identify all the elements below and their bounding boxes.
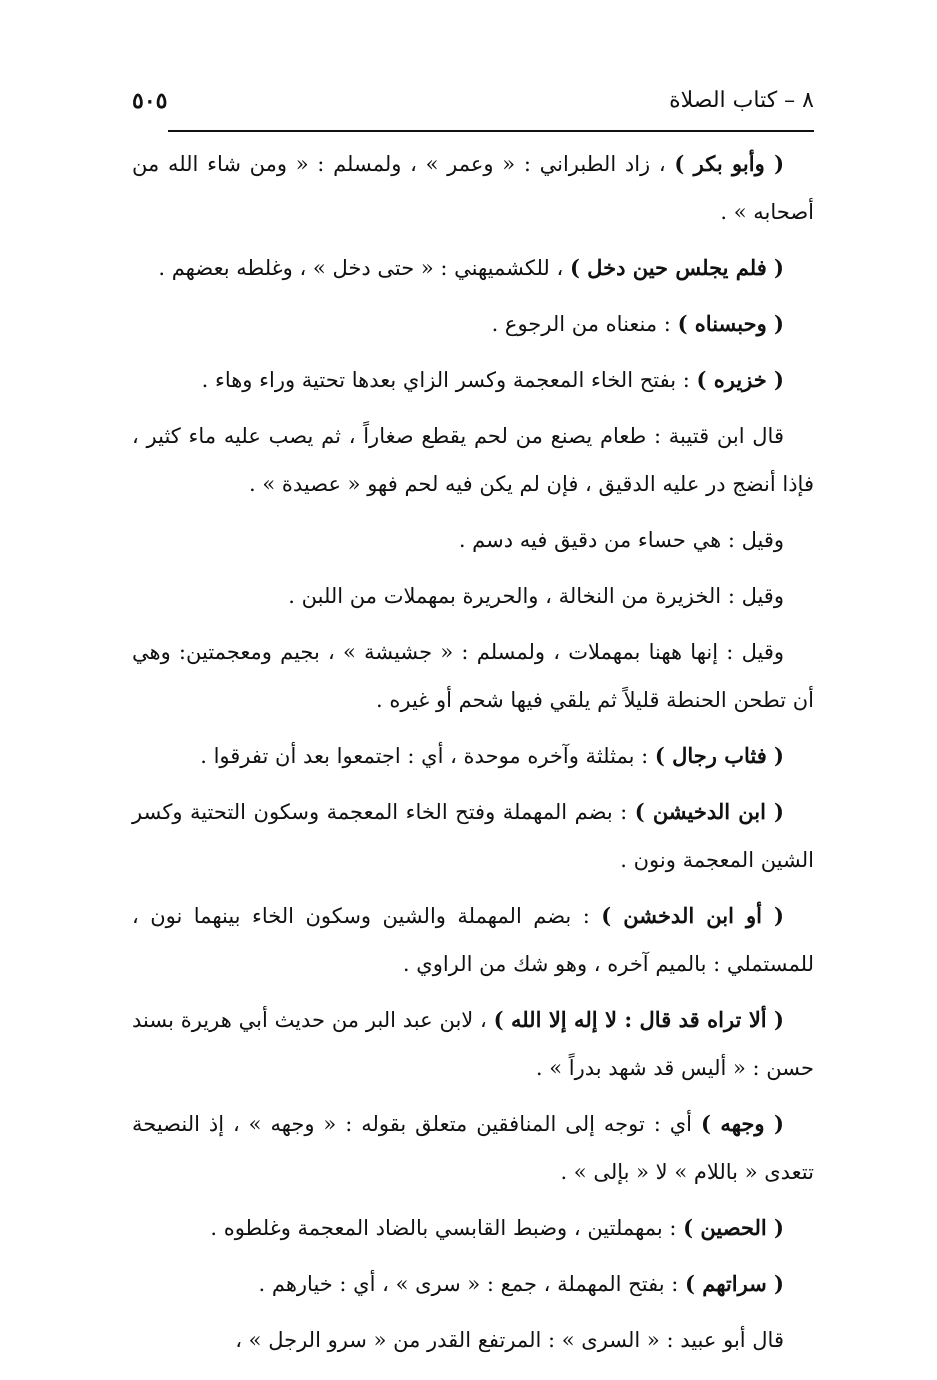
- commentary: أي : توجه إلى المنافقين متعلق بقوله : « وجهه » ، إذ النصيحة تتعدى « باللام » لا « بإلى » .: [132, 1112, 814, 1184]
- paragraph: [132, 732, 814, 780]
- header-rule: [168, 130, 814, 132]
- paragraph: [132, 1260, 814, 1308]
- commentary: : بضم المهملة والشين وسكون الخاء بينهما نون ، للمستملي : بالميم آخره ، وهو شك من الراوي .: [132, 904, 814, 976]
- commentary: : منعناه من الرجوع .: [491, 312, 678, 336]
- commentary: : بفتح المهملة ، جمع : « سرى » ، أي : خيارهم .: [258, 1272, 685, 1296]
- running-title: ٨ – كتاب الصلاة: [669, 88, 814, 113]
- commentary: قال ابن قتيبة : طعام يصنع من لحم يقطع صغاراً ، ثم يصب عليه ماء كثير ، فإذا أنضج در عليه الدقيق ، فإن لم يكن فيه لحم فهو « عصيدة » .: [132, 424, 814, 496]
- paragraph: [132, 1204, 814, 1252]
- lemma: ( وحبسناه ): [677, 311, 784, 336]
- page-header: [132, 88, 814, 128]
- commentary: ، لابن عبد البر من حديث أبي هريرة بسند حسن : « أليس قد شهد بدراً » .: [132, 1008, 814, 1080]
- paragraph: [132, 788, 814, 884]
- paragraph: [132, 996, 814, 1092]
- lemma: ( أو ابن الدخشن ): [601, 903, 784, 928]
- paragraph: [132, 244, 814, 292]
- commentary: وقيل : الخزيرة من النخالة ، والحريرة بمهملات من اللبن .: [288, 584, 784, 608]
- lemma: ( وأبو بكر ): [674, 151, 785, 176]
- paragraph: [132, 412, 814, 508]
- commentary: ، للكشميهني : « حتى دخل » ، وغلطه بعضهم .: [158, 256, 570, 280]
- commentary: : بفتح الخاء المعجمة وكسر الزاي بعدها تحتية وراء وهاء .: [201, 368, 697, 392]
- lemma: ( الحصين ): [683, 1215, 784, 1240]
- lemma: ( وجهه ): [700, 1111, 784, 1136]
- paragraph: [132, 1100, 814, 1196]
- paragraph: [132, 572, 814, 620]
- lemma: ( فثاب رجال ): [654, 743, 784, 768]
- paragraph: [132, 1316, 814, 1364]
- paragraph: [132, 516, 814, 564]
- page-number: ٥٠٥: [132, 88, 168, 114]
- paragraph: [132, 892, 814, 988]
- commentary: وقيل : هي حساء من دقيق فيه دسم .: [458, 528, 784, 552]
- commentary: ، زاد الطبراني : « وعمر » ، ولمسلم : « ومن شاء الله من أصحابه » .: [132, 152, 814, 224]
- commentary: قال أبو عبيد : « السرى » : المرتفع القدر من « سرو الرجل » ،: [235, 1328, 784, 1352]
- lemma: ( سراتهم ): [684, 1271, 784, 1296]
- paragraph: [132, 140, 814, 236]
- commentary: : بضم المهملة وفتح الخاء المعجمة وسكون التحتية وكسر الشين المعجمة ونون .: [132, 800, 814, 872]
- paragraph: [132, 356, 814, 404]
- lemma: ( فلم يجلس حين دخل ): [569, 255, 784, 280]
- paragraph: [132, 628, 814, 724]
- commentary: : بمهملتين ، وضبط القابسي بالضاد المعجمة وغلطوه .: [210, 1216, 684, 1240]
- commentary: وقيل : إنها ههنا بمهملات ، ولمسلم : « جشيشة » ، بجيم ومعجمتين: وهي أن تطحن الحنطة قليلاً ثم يلقي فيها شحم أو غيره .: [132, 640, 814, 712]
- page-body: [132, 140, 814, 1372]
- lemma: ( خزيره ): [696, 367, 784, 392]
- paragraph: [132, 300, 814, 348]
- lemma: ( ألا تراه قد قال : لا إله إلا الله ): [493, 1007, 784, 1032]
- lemma: ( ابن الدخيشن ): [634, 799, 784, 824]
- commentary: : بمثلثة وآخره موحدة ، أي : اجتمعوا بعد أن تفرقوا .: [200, 744, 655, 768]
